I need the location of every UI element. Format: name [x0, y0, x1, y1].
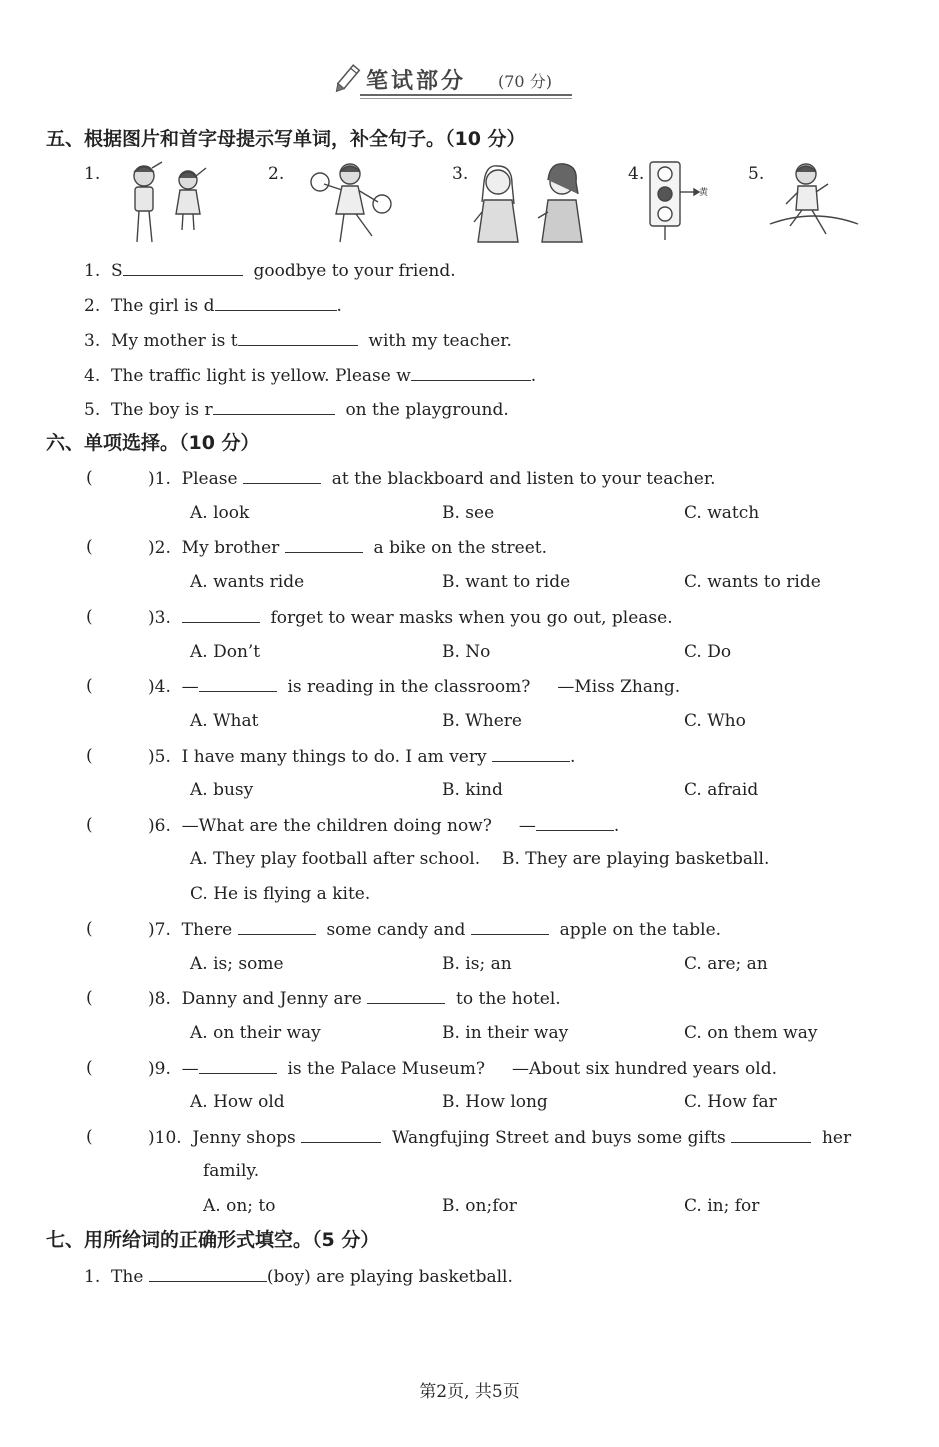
q2-text-a: My brother — [181, 538, 280, 558]
q9-stem — [148, 1057, 777, 1080]
s5-item-1-num: 1. — [84, 261, 101, 281]
q8-option-b[interactable]: B. in their way — [442, 1023, 569, 1043]
q2-blank[interactable] — [285, 536, 363, 553]
q2-num: )2. — [148, 538, 171, 558]
q3-option-a[interactable]: A. Don’t — [190, 642, 261, 662]
s5-item-3 — [84, 329, 512, 352]
section5-heading: 五、根据图片和首字母提示写单词，补全句子。（10 分） — [46, 128, 526, 150]
picture-label-3: 3. — [452, 164, 469, 184]
s7-item-1-text-a: The — [111, 1267, 144, 1287]
q7-option-c[interactable]: C. are; an — [684, 954, 768, 974]
q5-option-c[interactable]: C. afraid — [684, 780, 759, 800]
q4-option-c[interactable]: C. Who — [684, 711, 746, 731]
q9-paren[interactable]: ( — [86, 1058, 93, 1078]
picture-label-2: 2. — [268, 164, 285, 184]
s5-item-4-rest: . — [530, 366, 537, 386]
q8-text-b: to the hotel. — [456, 989, 561, 1009]
s5-item-2-num: 2. — [84, 296, 101, 316]
q10-text-d: family. — [203, 1161, 260, 1181]
q5-text: I have many things to do. I am very — [181, 747, 487, 767]
q7-blank-2[interactable] — [471, 918, 549, 935]
q4-answer: —Miss Zhang. — [557, 677, 681, 697]
s5-item-5-num: 5. — [84, 400, 101, 420]
picture-dancing-girl — [308, 160, 394, 246]
s5-item-3-rest: with my teacher. — [368, 331, 512, 351]
title-underline — [360, 94, 572, 96]
q8-paren[interactable]: ( — [86, 988, 93, 1008]
q4-stem — [148, 675, 680, 698]
q2-paren[interactable]: ( — [86, 537, 93, 557]
q10-paren[interactable]: ( — [86, 1127, 93, 1147]
q1-paren[interactable]: ( — [86, 468, 93, 488]
q10-option-a[interactable]: A. on; to — [203, 1196, 276, 1216]
q6-paren[interactable]: ( — [86, 815, 93, 835]
s5-item-4 — [84, 364, 536, 387]
section6-heading: 六、单项选择。（10 分） — [46, 432, 260, 454]
page-title: 笔试部分 — [366, 69, 467, 94]
q10-option-c[interactable]: C. in; for — [684, 1196, 760, 1216]
q8-option-c[interactable]: C. on them way — [684, 1023, 818, 1043]
q4-num: )4. — [148, 677, 171, 697]
q9-text: is the Palace Museum? — [287, 1059, 485, 1079]
s5-item-5-text: The boy is r — [111, 400, 213, 420]
q3-paren[interactable]: ( — [86, 607, 93, 627]
q7-option-b[interactable]: B. is; an — [442, 954, 512, 974]
s5-item-5-rest: on the playground. — [345, 400, 509, 420]
s5-item-2-blank[interactable] — [215, 294, 337, 311]
picture-label-4: 4. — [628, 164, 645, 184]
q1-option-a[interactable]: A. look — [190, 503, 250, 523]
q7-stem — [148, 918, 721, 941]
q8-option-a[interactable]: A. on their way — [190, 1023, 321, 1043]
q1-text-a: Please — [181, 469, 238, 489]
q7-paren[interactable]: ( — [86, 919, 93, 939]
s7-item-1 — [84, 1265, 513, 1288]
q2-text-b: a bike on the street. — [373, 538, 548, 558]
q3-option-b[interactable]: B. No — [442, 642, 491, 662]
q2-option-c[interactable]: C. wants to ride — [684, 572, 821, 592]
q5-paren[interactable]: ( — [86, 746, 93, 766]
pencil-icon — [330, 64, 362, 96]
picture-traffic-light — [646, 160, 716, 242]
picture-label-1: 1. — [84, 164, 101, 184]
s5-item-2 — [84, 294, 342, 317]
q6-option-c[interactable]: C. He is flying a kite. — [190, 884, 371, 904]
q4-option-a[interactable]: A. What — [190, 711, 259, 731]
page-footer: 第2页, 共5页 — [419, 1382, 520, 1402]
q4-blank[interactable] — [199, 675, 277, 692]
q3-num: )3. — [148, 608, 171, 628]
q4-paren[interactable]: ( — [86, 676, 93, 696]
q5-option-b[interactable]: B. kind — [442, 780, 503, 800]
q1-num: )1. — [148, 469, 171, 489]
q3-blank[interactable] — [182, 606, 260, 623]
q4-dash: — — [181, 677, 199, 697]
picture-goodbye — [122, 160, 222, 246]
s5-item-4-num: 4. — [84, 366, 101, 386]
q8-stem — [148, 987, 561, 1010]
q6-text: —What are the children doing now? — [181, 816, 492, 836]
s5-item-1-blank[interactable] — [123, 259, 243, 276]
picture-women-talking — [470, 160, 594, 246]
q6-period: . — [613, 816, 620, 836]
q10-text-c: her — [821, 1128, 852, 1148]
q7-text-a: There — [181, 920, 233, 940]
q3-stem — [148, 606, 673, 629]
q5-stem — [148, 745, 575, 768]
q9-num: )9. — [148, 1059, 171, 1079]
s5-item-4-text: The traffic light is yellow. Please w — [111, 366, 411, 386]
q5-option-a[interactable]: A. busy — [190, 780, 254, 800]
s5-item-5 — [84, 398, 509, 421]
s5-item-4-blank[interactable] — [411, 364, 531, 381]
q9-blank[interactable] — [199, 1057, 277, 1074]
q7-option-a[interactable]: A. is; some — [190, 954, 284, 974]
q6-num: )6. — [148, 816, 171, 836]
q7-text-c: apple on the table. — [559, 920, 722, 940]
q9-option-a[interactable]: A. How old — [190, 1092, 285, 1112]
q6-dash: — — [518, 816, 536, 836]
q7-num: )7. — [148, 920, 171, 940]
s5-item-1 — [84, 259, 456, 282]
q6-option-a[interactable]: A. They play football after school. — [190, 849, 481, 869]
q10-stem — [148, 1126, 851, 1149]
q10-blank-2[interactable] — [731, 1126, 811, 1143]
picture-label-5: 5. — [748, 164, 765, 184]
q10-text-a: Jenny shops — [192, 1128, 296, 1148]
s5-item-1-text: S — [111, 261, 123, 281]
q10-num: )10. — [148, 1128, 182, 1148]
q1-blank[interactable] — [243, 467, 321, 484]
q5-period: . — [570, 747, 576, 767]
q3-option-c[interactable]: C. Do — [684, 642, 732, 662]
q8-text-a: Danny and Jenny are — [181, 989, 362, 1009]
section-title-banner — [330, 62, 575, 100]
q6-option-b[interactable]: B. They are playing basketball. — [502, 849, 770, 869]
q9-answer: —About six hundred years old. — [512, 1059, 777, 1079]
s5-item-3-blank[interactable] — [238, 329, 358, 346]
q9-dash: — — [181, 1059, 199, 1079]
s5-item-1-rest: goodbye to your friend. — [253, 261, 456, 281]
q2-option-a[interactable]: A. wants ride — [190, 572, 305, 592]
s5-item-2-text: The girl is d — [111, 296, 215, 316]
q6-stem — [148, 814, 619, 837]
s5-item-2-rest: . — [336, 296, 342, 316]
s5-item-5-blank[interactable] — [213, 398, 335, 415]
q1-text-b: at the blackboard and listen to your teacher. — [331, 469, 716, 489]
s5-item-3-num: 3. — [84, 331, 101, 351]
q2-stem — [148, 536, 547, 559]
s7-item-1-blank[interactable] — [149, 1265, 267, 1282]
q10-text-b: Wangfujing Street and buys some gifts — [392, 1128, 726, 1148]
q6-blank[interactable] — [536, 814, 614, 831]
s5-item-3-text: My mother is t — [111, 331, 238, 351]
q7-text-b: some candy and — [326, 920, 466, 940]
picture-running-boy — [768, 160, 860, 242]
title-underline-thin — [360, 98, 572, 99]
q9-option-c[interactable]: C. How far — [684, 1092, 777, 1112]
q5-blank[interactable] — [492, 745, 570, 762]
s7-item-1-text-b: (boy) are playing basketball. — [266, 1267, 513, 1287]
s7-item-1-num: 1. — [84, 1267, 101, 1287]
q8-num: )8. — [148, 989, 171, 1009]
q10-blank-1[interactable] — [301, 1126, 381, 1143]
q10-option-b[interactable]: B. on;for — [442, 1196, 517, 1216]
q1-stem — [148, 467, 716, 490]
traffic-light-label: 黄 — [699, 188, 709, 198]
q5-num: )5. — [148, 747, 171, 767]
q9-option-b[interactable]: B. How long — [442, 1092, 548, 1112]
q8-blank[interactable] — [367, 987, 445, 1004]
page-title-score: (70 分) — [498, 72, 552, 91]
q4-option-b[interactable]: B. Where — [442, 711, 522, 731]
section7-heading: 七、用所给词的正确形式填空。（5 分） — [46, 1229, 380, 1251]
q3-text: forget to wear masks when you go out, please. — [270, 608, 673, 628]
q1-option-c[interactable]: C. watch — [684, 503, 760, 523]
q2-option-b[interactable]: B. want to ride — [442, 572, 571, 592]
q4-text: is reading in the classroom? — [287, 677, 531, 697]
q1-option-b[interactable]: B. see — [442, 503, 495, 523]
q7-blank-1[interactable] — [238, 918, 316, 935]
